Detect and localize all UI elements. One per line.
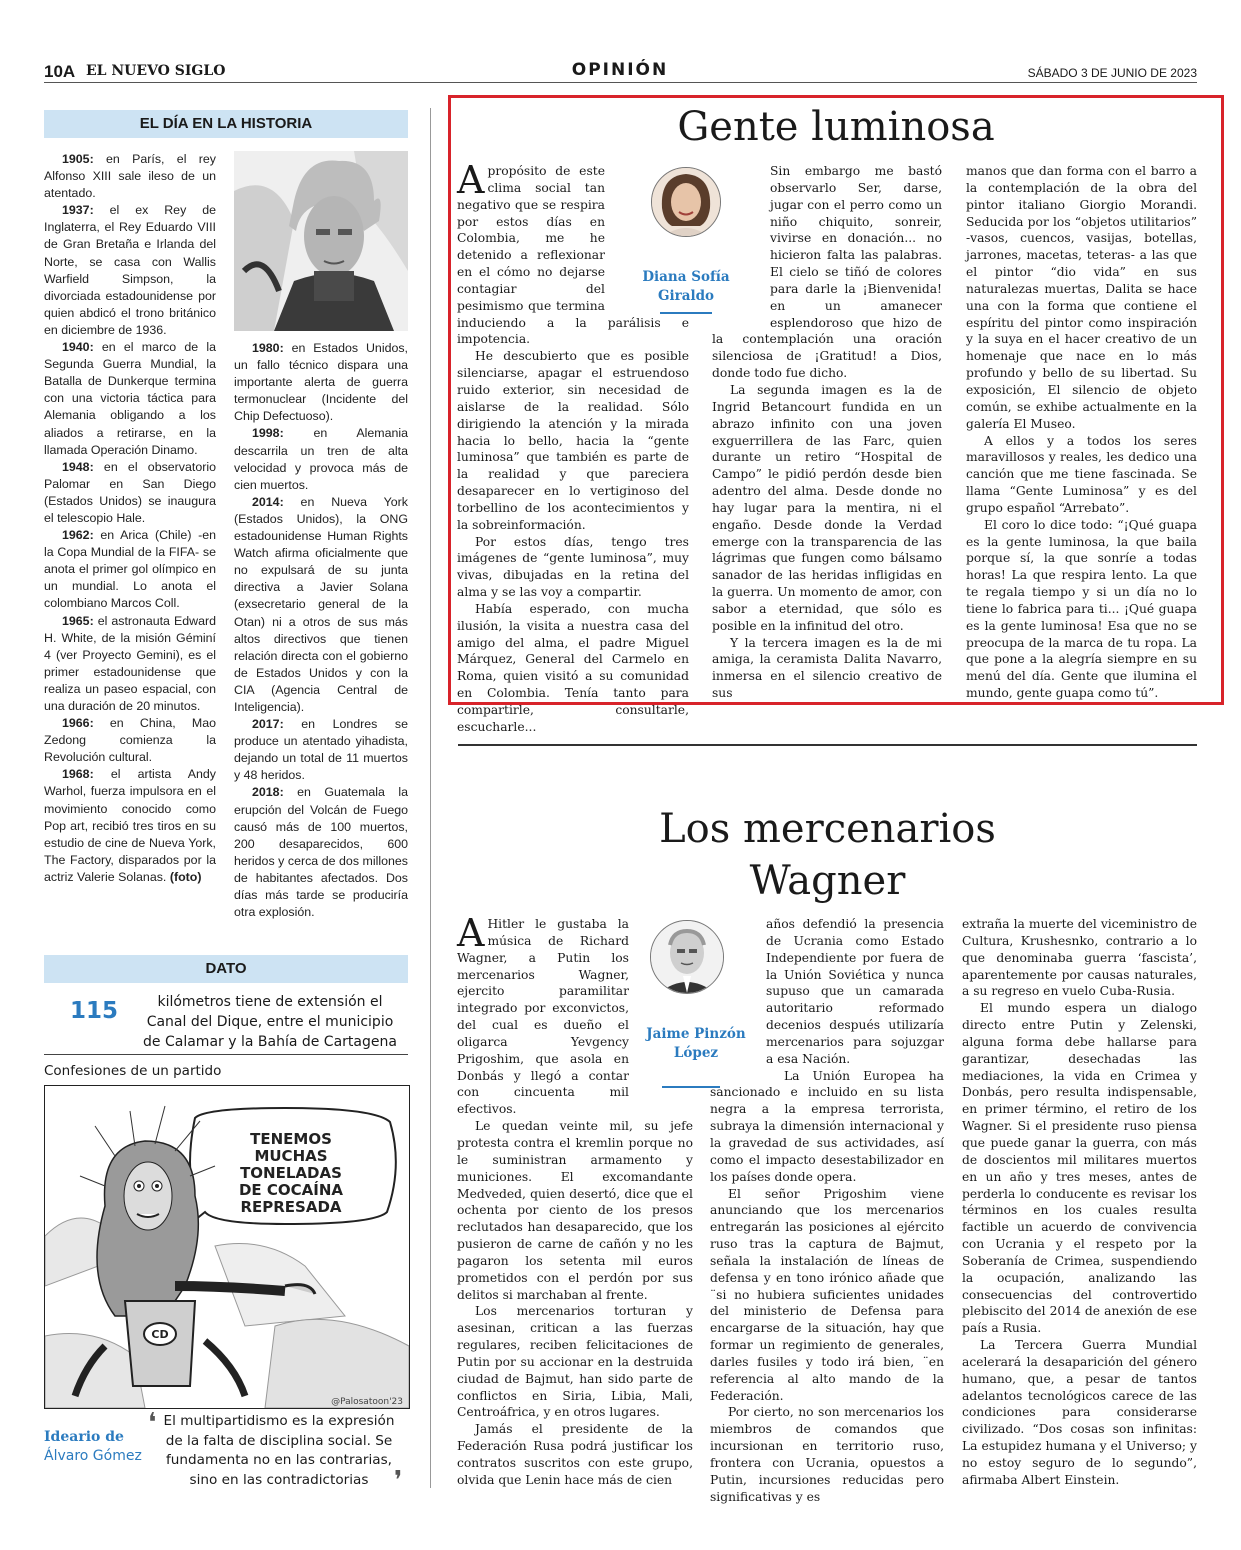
newspaper-name: EL NUEVO SIGLO — [86, 63, 226, 79]
history-heading: EL DÍA EN LA HISTORIA — [44, 110, 408, 138]
article-title — [458, 803, 1197, 907]
article-title: Gente luminosa — [677, 104, 995, 150]
dato-text: kilómetros tiene de extensión el Canal del Dique, entre el municipio de Calamar y la Bahía de Cartagena — [143, 994, 397, 1050]
history-entry: 1905: en París, el rey Alfonso XIII sale ileso de un atentado. — [44, 152, 216, 201]
speech-bubble-line: TENEMOS — [250, 1130, 332, 1148]
history-entry: 1962: en Arica (Chile) -en la Copa Mundial de la FIFA- se anota el primer gol olímpico en un mundial. Lo anota el colombiano Marcos Coll. — [44, 528, 216, 611]
ideario-label: Ideario de — [44, 1429, 124, 1445]
dato-divider — [44, 1054, 408, 1055]
history-column-right — [234, 340, 408, 921]
article-paragraph: Los mercenarios torturan y asesinan, critican a las fuerzas regulares, reciben felicitaciones de Putin por su accionar en la destruida ciudad de Bajmut, han sido parte de conflictos en Siria, Libia, Mali, Centroáfrica, y en otros lugares. — [457, 1304, 693, 1420]
article-paragraph: He descubierto que es posible silenciarse, apagar el estruendoso ruido exterior, sin necesidad de aislarse de la realidad. Sólo dirigiendo la atención y la mirada hacia lo bello, hacia la “gente luminosa” que también es parte de la realidad y que pareciera desaparecer en lo vertiginoso del torbellino de los acontecimientos y la sobreinformación. — [457, 349, 689, 532]
cartoon-caption: Confesiones de un partido — [44, 1063, 222, 1079]
history-entry: 1966: en China, Mao Zedong comienza la Revolución cultural. — [44, 716, 216, 765]
article-column — [712, 163, 942, 702]
article-paragraph: Y la tercera imagen es la de mi amiga, la ceramista Dalita Navarro, inmersa en el silencio creativo de sus — [712, 635, 942, 701]
article-separator — [458, 744, 1197, 746]
article-paragraph: Por estos días, tengo tres imágenes de “gente luminosa”, muy vivas, dibujadas en la retina del alma y se las voy a compartir. — [457, 534, 689, 600]
speech-bubble-line: TONELADAS — [240, 1164, 342, 1182]
warhol-portrait-icon — [234, 151, 408, 331]
article-paragraph: Le quedan veinte mil, su jefe protesta contra el kremlin porque no le suministran armamento y municiones. El excomandante Medveded, quien desertó, dice que el ochenta por ciento de los presos reclutados han desaparecido, que los pusieron de carne de cañón y no les pagaron los setenta mil euros prometidos con el perdón por sus delitos si marchaban al frente. — [457, 1119, 693, 1302]
article-paragraph: El coro lo dice todo: “¡Qué guapa es la gente luminosa, la que baila porque sí, la que sonríe a todas horas! La que respira lento. La que te regala tiempo y si un día no lo tiene lo fabrica para ti... ¡Qué guapa es la gente luminosa! Esa que no se preocupa de la marca de tu ropa. La que pone a la alegría siempre en su menú del día. Gente que ilumina el mundo, gente guapa como tú”. — [966, 517, 1197, 701]
speech-bubble-line: REPRESADA — [240, 1198, 342, 1216]
podium-label: CD — [151, 1328, 169, 1341]
drop-cap: A — [457, 911, 485, 955]
header-divider — [44, 82, 1197, 83]
history-entry: 2014: en Nueva York (Estados Unidos), la ONG estadounidense Human Rights Watch afirma oficialmente que no expulsará de su junta directiva a Javier Solana (exsecretario general de la Otan) ni a otros de sus más altos directivos que tienen relación directa con el gobierno de Estados Unidos y con la CIA (Agencia Central de Inteligencia). — [234, 494, 408, 714]
article-paragraph: Apropósito de este clima social tan negativo que se respira por estos días en Colombia, me he detenido a reflexionar en el cómo no dejarse contagiar del pesimismo que termina induciendo a la parálisis e impotencia. — [457, 158, 689, 347]
warhol-photo — [234, 151, 408, 331]
article-paragraph: Había esperado, con mucha ilusión, la visita a nuestra casa del amigo del alma, el padre Miguel Márquez, General del Carmelo en Roma, quien visitó a su comunidad en Colombia. Tenía tanto para compartirle, consultarle, escucharle... — [457, 601, 689, 734]
section-title: OPINIÓN — [571, 60, 669, 80]
article-title-line: Los mercenarios — [659, 806, 996, 852]
ideario-quote: El multipartidismo es la expresión de la falta de disciplina social. Se fundamenta no en las contrarias, sino en las contradictorias — [163, 1413, 395, 1488]
editorial-cartoon — [44, 1085, 410, 1409]
author-name: Jaime Pinzón López — [646, 1026, 746, 1061]
history-entry: 1980: en Estados Unidos, un fallo técnico dispara una importante alerta de guerra termonuclear (Incidente del Chip Defectuoso). — [234, 341, 408, 424]
dato-heading: DATO — [44, 955, 408, 983]
speech-bubble-line: DE COCAÍNA — [238, 1181, 344, 1199]
history-entry: 2017: en Londres se produce un atentado yihadista, dejando un total de 11 muertos y 48 heridos. — [234, 717, 408, 783]
photo-reference: (foto) — [169, 869, 202, 884]
article-paragraph: La segunda imagen es la de Ingrid Betancourt fundida en un abrazo infinito con una joven exguerrillera de las Farc, quien durante un retiro “Hospital de Campo” le pidió perdón desde bien adentro del alma. Desde donde no hay lugar para la mentira, ni el engaño. Desde donde la Verdad emerge con la transparencia de las lágrimas que fungen como bálsamo sanador de las heridas infligidas en la guerra. Un momento de amor, con sabor a eternidad, que sólo es posible en la infinitud del otro. — [712, 382, 942, 633]
article-column — [966, 163, 1197, 702]
ideario-author: Álvaro Gómez — [44, 1448, 142, 1464]
history-entry: 1937: el ex Rey de Inglaterra, el Rey Eduardo VIII de Gran Bretaña e Irlanda del Norte, se casa con Wallis Warfield Simpson, la divorciada estadounidense por quien abdicó el trono británico en diciembre de 1936. — [44, 203, 216, 337]
article-paragraph: El señor Prigoshim viene anunciando que los mercenarios entregarán las posiciones al ejército ruso tras la captura de Bajmut, señala la instalación de líneas de defensa y en tono irónico añade que ¨si no hubiera suficientes unidades del ministerio de Defensa para encargarse de la situación, hay que formar un regimiento de generales, darles fusiles y todo irá bien, ¨en referencia al alto mando de la Federación. — [710, 1186, 944, 1403]
history-entry: 1948: en el observatorio Palomar en San Diego (Estados Unidos) se inaugura el telescopio Hale. — [44, 459, 216, 525]
article-paragraph: A Hitler le gustaba la música de Richard Wagner, a Putin los mercenarios Wagner, ejercito paramilitar integrado por exconvictos, del cual es dueño el oligarca Yevgency Prigoshim, que asola en Donbás y llegó a contar con cincuenta mil efectivos. — [457, 911, 629, 1117]
author-underline — [660, 312, 712, 314]
history-entry: 1965: el astronauta Edward H. White, de la misión Géminí 4 (ver Proyecto Gemini), es el primer estadounidense que realiza un paseo espacial, con una duración de 20 minutos. — [44, 613, 216, 713]
article-column — [962, 916, 1197, 1489]
history-entry: 1998: en Alemania descarrila un tren de alta velocidad y provoca más de cien muertos. — [234, 426, 408, 492]
article-paragraph: extraña la muerte del viceministro de Cultura, Krushesnko, contrario a lo que denominaba guerra ‘fascista’, aparentemente por causas naturales, a su regreso en vuelo Cuba-Rusia. — [962, 917, 1197, 999]
article-paragraph: El mundo espera un dialogo directo entre Putin y Zelenski, alguna forma debe hallarse para garantizar, desechadas las mediaciones, la vida en Crimea y Donbás, pero resulta indispensable, en primer término, el retiro de los Wagner. Si el presidente ruso piensa que puede ganar la guerra, con más de doscientos mil militares muertos en un año y tres meses, antes de perderla lo conducente es revisar los términos en los cuales resulta factible un acuerdo de convivencia con Ucrania y el respeto por la Soberanía de Crimea, suspendiendo la ocupación, analizando las consecuencias del controvertido plebiscito del 2014 de anexión de ese país a Rusia. — [962, 1001, 1197, 1336]
page-date: SÁBADO 3 DE JUNIO DE 2023 — [1027, 66, 1197, 80]
page-number: 10A — [44, 62, 76, 81]
history-entry: 1968: el artista Andy Warhol, fuerza impulsora en el movimiento conocido como Pop art, recibió tres tiros en su estudio de cine de Nueva York, The Factory, disparados por la actriz Valerie Solanas. (foto) — [44, 767, 216, 884]
author-portrait-icon — [652, 168, 720, 236]
speech-bubble-line: MUCHAS — [254, 1147, 328, 1165]
article-paragraph: años defendió la presencia de Ucrania como Estado Independiente por fuera de la Unión Soviética y nunca supuso que un camarada autoritario reformado decenios después utilizaría mercenarios para sojuzgar a esa Nación. — [766, 917, 944, 1066]
column-divider — [430, 108, 431, 1488]
author-photo — [651, 167, 721, 237]
article-paragraph: La Tercera Guerra Mundial acelerará la desaparición del género humano, que, a pesar de tantos adelantos tecnológicos carece de las condiciones para considerarse civilizado. “Dos cosas son infinitas: La estupidez humana y el Universo; y no estoy seguro de lo segundo”, afirmaba Albert Einstein. — [962, 1338, 1197, 1487]
article-column — [710, 916, 944, 1506]
article-title-line: Wagner — [749, 858, 906, 904]
history-entry: 1940: en el marco de la Segunda Guerra Mundial, la Batalla de Dunkerque termina con una victoria táctica para Alemania obligando a los aliados a retirarse, en la llamada Operación Dinamo. — [44, 340, 216, 457]
article-paragraph: Sin embargo me bastó observarlo Ser, darse, jugar con el perro como un niño chiquito, sonreir, vivirse en donación... no hicieron falta las palabras. El cielo se tiñó de colores para darle la ¡Bienvenida! en un amanecer esplendoroso que hizo de la contemplación una oración silenciosa de ¡Gratitud! a Dios, donde todo fue dicho. — [712, 164, 942, 381]
close-quote-icon: ❜ — [394, 1466, 403, 1496]
author-name: Diana Sofía Giraldo — [642, 269, 730, 304]
cartoon-drawing-icon — [45, 1086, 409, 1408]
article-paragraph: A ellos y a todos los seres maravillosos y reales, les dedico una canción que me tiene fascinada. Se llama “Gente Luminosa” y es del grupo español “Arrebato”. — [966, 433, 1197, 515]
open-quote-icon: ❛ — [148, 1408, 157, 1438]
dato-number: 115 — [69, 998, 118, 1024]
article-column — [457, 911, 693, 1489]
article-paragraph: manos que dan forma con el barro a la contemplación de la obra del pintor italiano Giorgio Morandi. Seducida por los “objetos utilitarios” -vasos, cuencos, vasijas, botellas, jarrones, macetas, teteras- a las que el pintor “dio vida” en sus naturalezas muertas, Dalita se hace una con la forma que contiene el espíritu del pintor como inspiración y la suya en el hacer creativo de un homenaje que nace en lo más profundo y bello de su libertad. Su exposición, El silencio de objeto común, se exhibe actualmente en la galería El Museo. — [966, 164, 1197, 431]
article-paragraph: Jamás el presidente de la Federación Rusa podrá justificar los contratos suscritos con este grupo, olvida que Lenin hace más de cien — [457, 1422, 693, 1487]
article-paragraph: Por cierto, no son mercenarios los miembros de comandos que incursionan en territorio ruso, frontera con Ucrania, opuestos a Putin, incursiones reducidas pero significativas y es — [710, 1405, 944, 1504]
article-column — [457, 158, 689, 736]
history-column-left — [44, 151, 216, 886]
article-paragraph: La Unión Europea ha sancionado e incluido en su lista negra a la empresa terrorista, subraya la dimensión internacional y la gravedad de sus actividades, así como el impacto desestabilizador en los países donde opera. — [710, 1068, 944, 1184]
drop-cap: A — [457, 158, 485, 202]
history-entry: 2018: en Guatemala la erupción del Volcán de Fuego causó más de 100 muertos, 200 desaparecidos, 600 heridos y cerca de dos millones de habitantes afectados. Dos días más tarde se produciría otra explosión. — [234, 785, 408, 920]
cartoon-credit: @Palosatoon'23 — [331, 1397, 403, 1407]
